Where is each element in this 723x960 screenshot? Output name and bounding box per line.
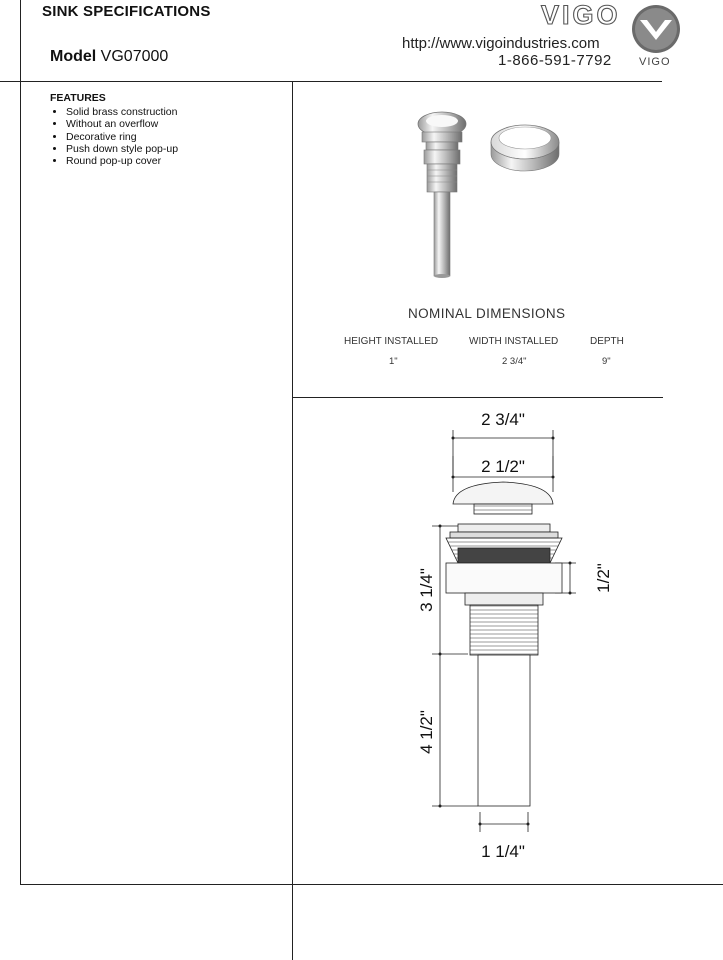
height-installed-label: HEIGHT INSTALLED [344,336,439,347]
model-label: Model [50,48,97,65]
tail-width-label: 1 1/4" [481,842,525,861]
feature-item: • Without an overflow [66,118,178,130]
header-divider-line [0,81,662,82]
overall-width-label: 2 3/4" [481,410,525,429]
drain-body-drawing [446,482,562,806]
cap-width-label: 2 1/2" [481,457,525,476]
left-border-line [20,0,21,885]
feature-item: • Decorative ring [66,131,178,143]
model-number: VG07000 [100,48,169,65]
feature-item: • Round pop-up cover [66,155,178,167]
column-divider-line [292,81,293,960]
width-installed-label: WIDTH INSTALLED [469,336,559,347]
product-photo [400,104,575,284]
features-section [50,92,178,167]
flange-height-label: 1/2" [594,563,613,593]
width-installed-value: 2 3/4" [502,356,527,367]
sheet-title: SINK SPECIFICATIONS [42,3,211,20]
website-link[interactable]: http://www.vigoindustries.com [402,35,600,52]
depth-label: DEPTH [590,336,624,347]
feature-item: • Push down style pop-up [66,143,178,155]
phone-number: 1-866-591-7792 [498,52,612,69]
brand-wordmark: VIGO [541,0,621,30]
height-installed-value: 1" [389,356,398,367]
nominal-dimensions-title: NOMINAL DIMENSIONS [408,306,566,321]
model-line [50,48,168,66]
lower-height-label: 4 1/2" [417,710,436,754]
depth-value: 9" [602,356,611,367]
feature-item: • Solid brass construction [66,106,178,118]
upper-height-label: 3 1/4" [417,568,436,612]
drain-assembly-photo [418,112,466,278]
features-title: FEATURES [50,92,106,104]
footer-divider-line [20,884,723,885]
decorative-ring-photo [491,125,559,171]
features-list [50,106,178,167]
vigo-logo-icon [631,4,681,54]
logo-caption: VIGO [639,56,671,68]
dimensions-divider-line [292,397,663,398]
technical-drawing [410,400,660,870]
